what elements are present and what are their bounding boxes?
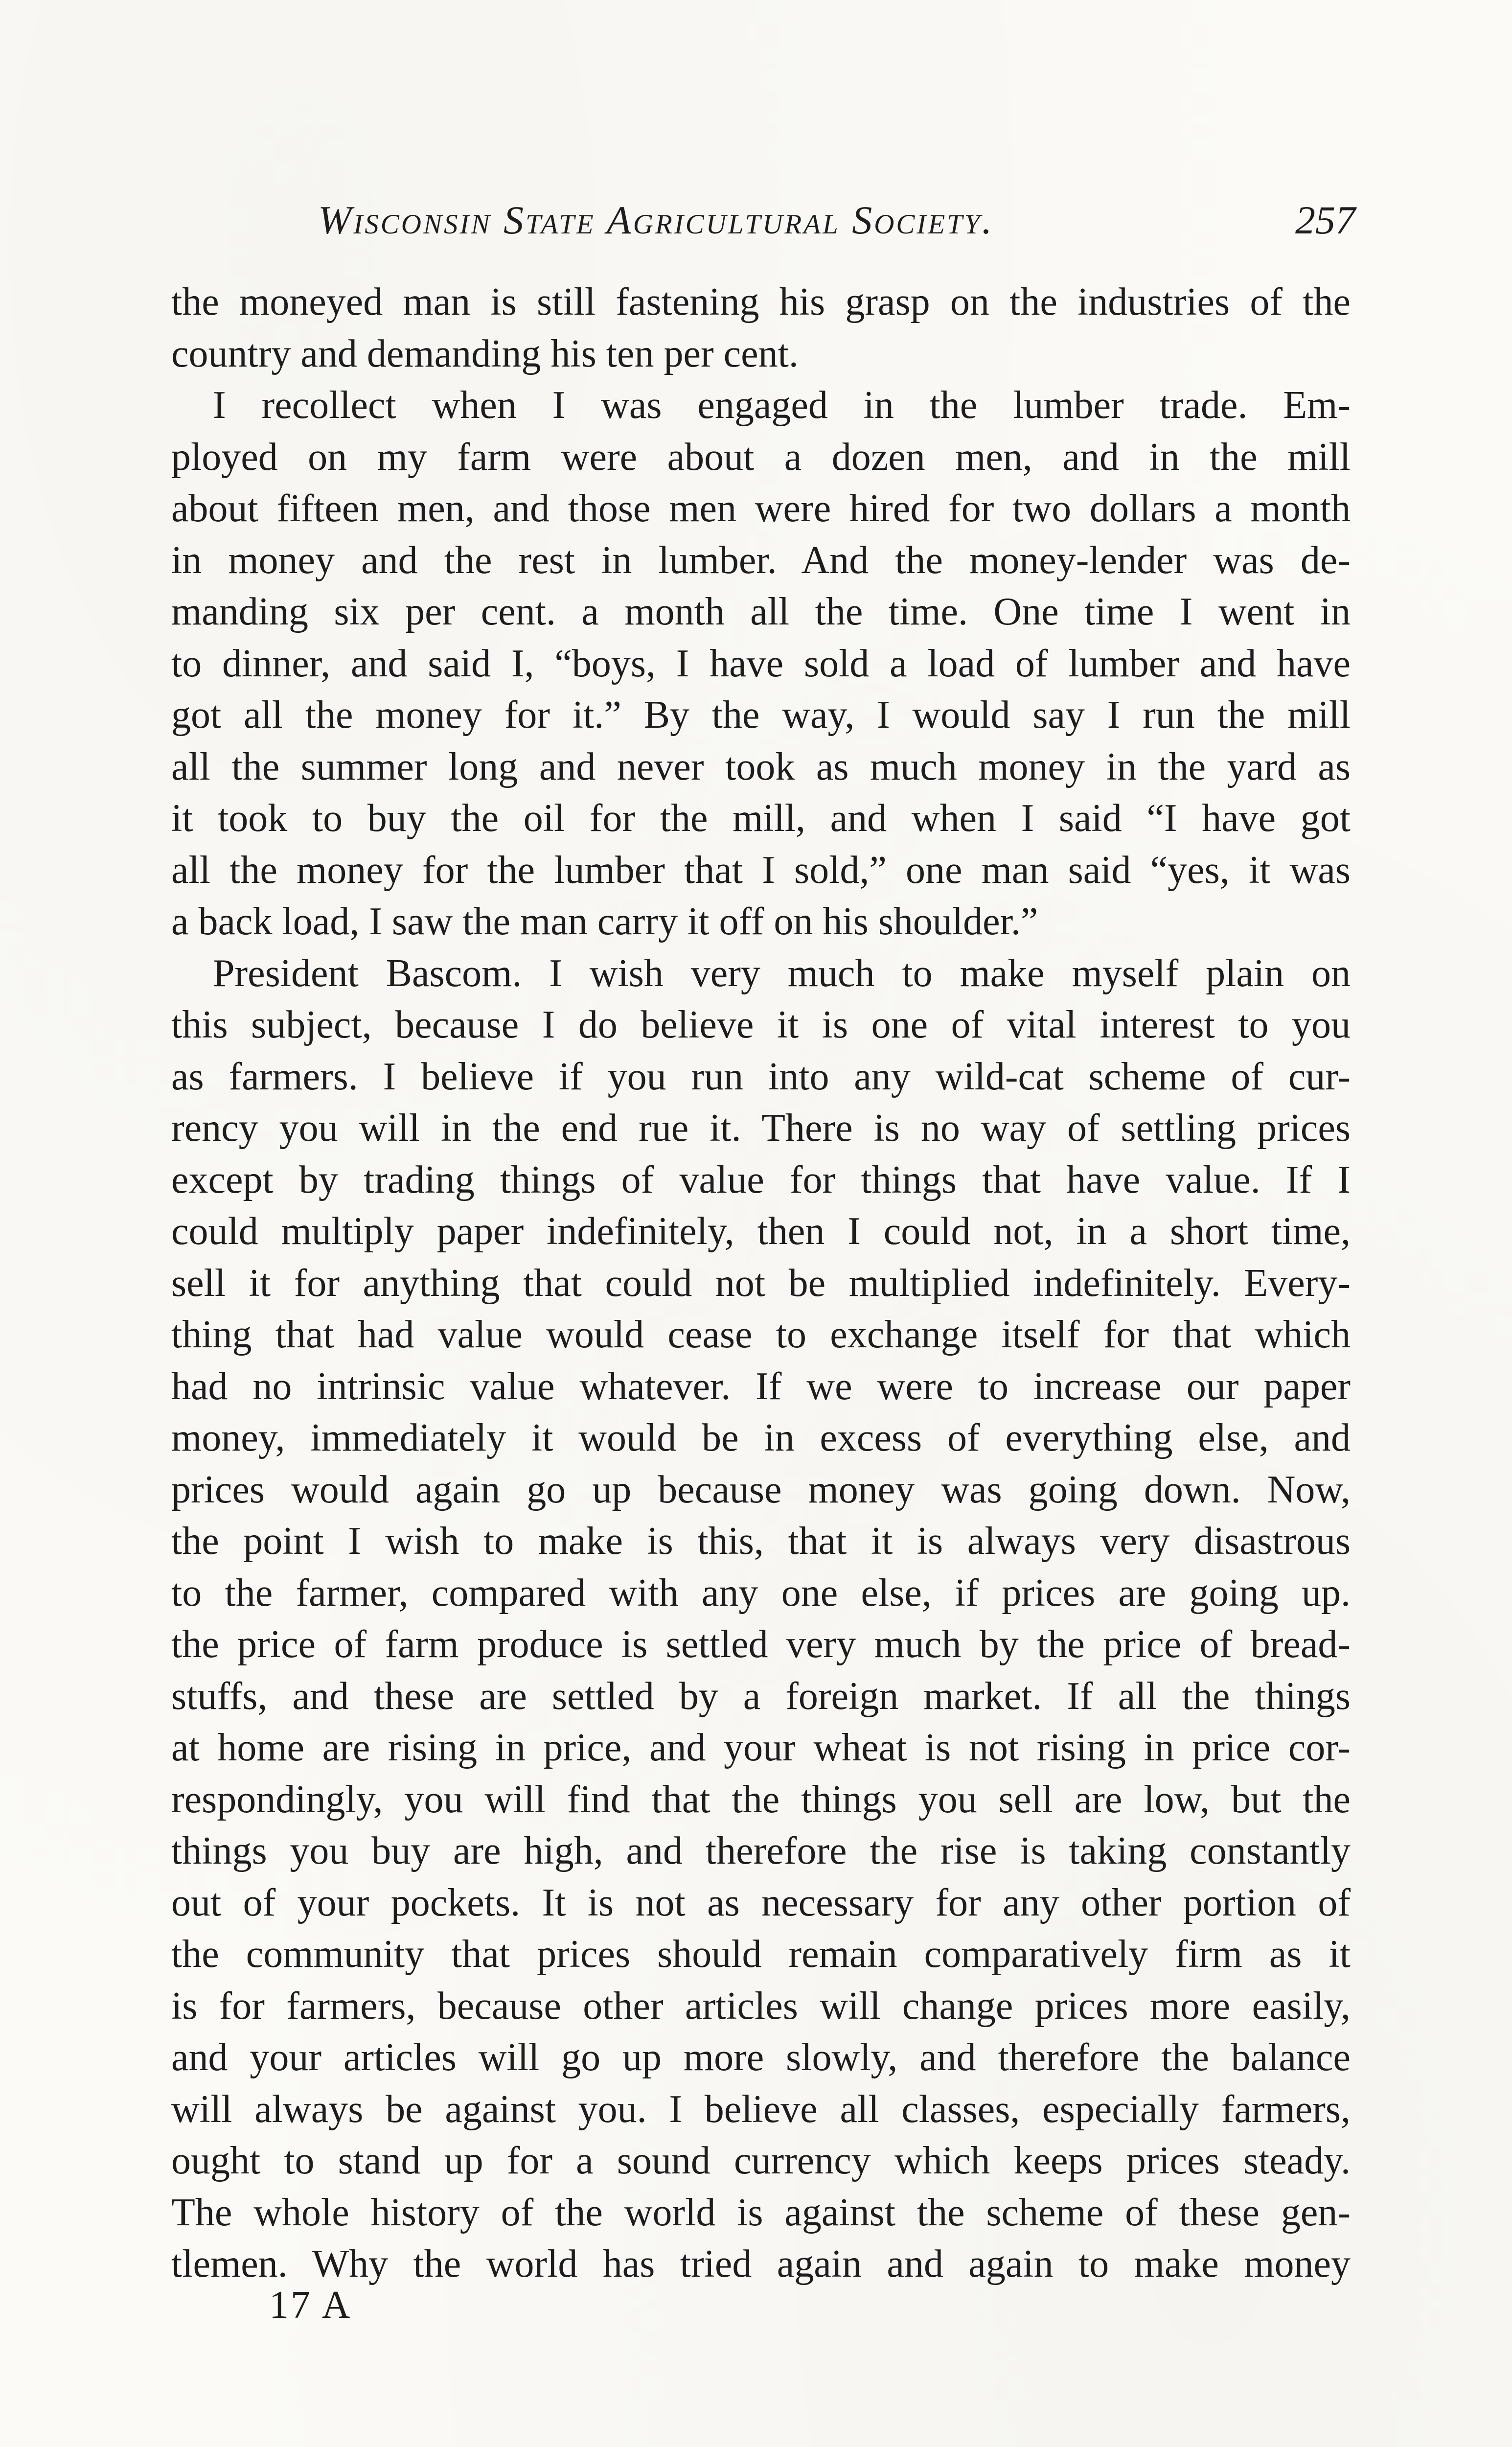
- running-head: Wisconsin State Agricultural Society.: [318, 198, 994, 242]
- text-line: got all the money for it.” By the way, I would say I run the mill: [171, 693, 1351, 737]
- text-line: to dinner, and said I, “boys, I have sold a load of lumber and have: [171, 642, 1351, 685]
- text-line: country and demanding his ten per cent.: [171, 332, 799, 375]
- text-line: all the summer long and never took as much money in the yard as: [171, 745, 1351, 788]
- text-line: respondingly, you will find that the things you sell are low, but the: [171, 1778, 1351, 1821]
- text-line: ought to stand up for a sound currency which keeps prices steady.: [171, 2139, 1351, 2182]
- text-line: tlemen. Why the world has tried again and again to make money: [171, 2242, 1351, 2285]
- signature-mark: 17 A: [269, 2284, 352, 2327]
- text-line: as farmers. I believe if you run into any wild-cat scheme of cur-: [171, 1055, 1351, 1098]
- text-line: could multiply paper indefinitely, then I could not, in a short time,: [171, 1210, 1351, 1253]
- text-line: is for farmers, because other articles will change prices more easily,: [171, 1984, 1351, 2028]
- text-line: ployed on my farm were about a dozen men, and in the mill: [171, 435, 1351, 479]
- text-line: the price of farm produce is settled very much by the price of bread-: [171, 1623, 1351, 1666]
- text-line: rency you will in the end rue it. There is no way of settling prices: [171, 1107, 1351, 1150]
- text-line: things you buy are high, and therefore the rise is taking constantly: [171, 1829, 1351, 1872]
- text-line: to the farmer, compared with any one else, if prices are going up.: [171, 1571, 1351, 1615]
- text-line: out of your pockets. It is not as necessary for any other portion of: [171, 1881, 1351, 1924]
- text-line: President Bascom. I wish very much to make myself plain on: [213, 951, 1351, 995]
- text-line: the moneyed man is still fastening his grasp on the industries of the: [171, 280, 1351, 323]
- text-line: about fifteen men, and those men were hired for two dollars a month: [171, 487, 1351, 530]
- text-line: stuffs, and these are settled by a foreign market. If all the things: [171, 1674, 1351, 1718]
- text-line: prices would again go up because money was going down. Now,: [171, 1468, 1351, 1511]
- text-line: money, immediately it would be in excess of everything else, and: [171, 1416, 1351, 1459]
- page-number: 257: [1295, 198, 1355, 242]
- text-line: a back load, I saw the man carry it off on his shoulder.”: [171, 900, 1038, 943]
- text-line: and your articles will go up more slowly, and therefore the balance: [171, 2036, 1351, 2079]
- body-text: [171, 277, 1351, 2290]
- page-header: [318, 188, 1355, 252]
- text-line: manding six per cent. a month all the time. One time I went in: [171, 590, 1351, 633]
- text-line: will always be against you. I believe all classes, especially farmers,: [171, 2087, 1351, 2131]
- text-line: I recollect when I was engaged in the lumber trade. Em-: [213, 384, 1351, 427]
- text-line: the community that prices should remain comparatively firm as it: [171, 1933, 1351, 1976]
- text-line: in money and the rest in lumber. And the money-lender was de-: [171, 538, 1351, 582]
- text-line: it took to buy the oil for the mill, and when I said “I have got: [171, 797, 1351, 840]
- text-line: The whole history of the world is against the scheme of these gen-: [171, 2191, 1351, 2234]
- text-line: except by trading things of value for things that have value. If I: [171, 1158, 1351, 1201]
- text-line: at home are rising in price, and your wheat is not rising in price cor-: [171, 1726, 1351, 1769]
- text-line: had no intrinsic value whatever. If we were to increase our paper: [171, 1364, 1351, 1408]
- text-line: the point I wish to make is this, that it is always very disastrous: [171, 1520, 1351, 1563]
- text-line: this subject, because I do believe it is one of vital interest to you: [171, 1003, 1351, 1046]
- text-line: all the money for the lumber that I sold,” one man said “yes, it was: [171, 848, 1351, 892]
- text-line: sell it for anything that could not be multiplied indefinitely. Every-: [171, 1261, 1351, 1305]
- text-line: thing that had value would cease to exchange itself for that which: [171, 1313, 1351, 1356]
